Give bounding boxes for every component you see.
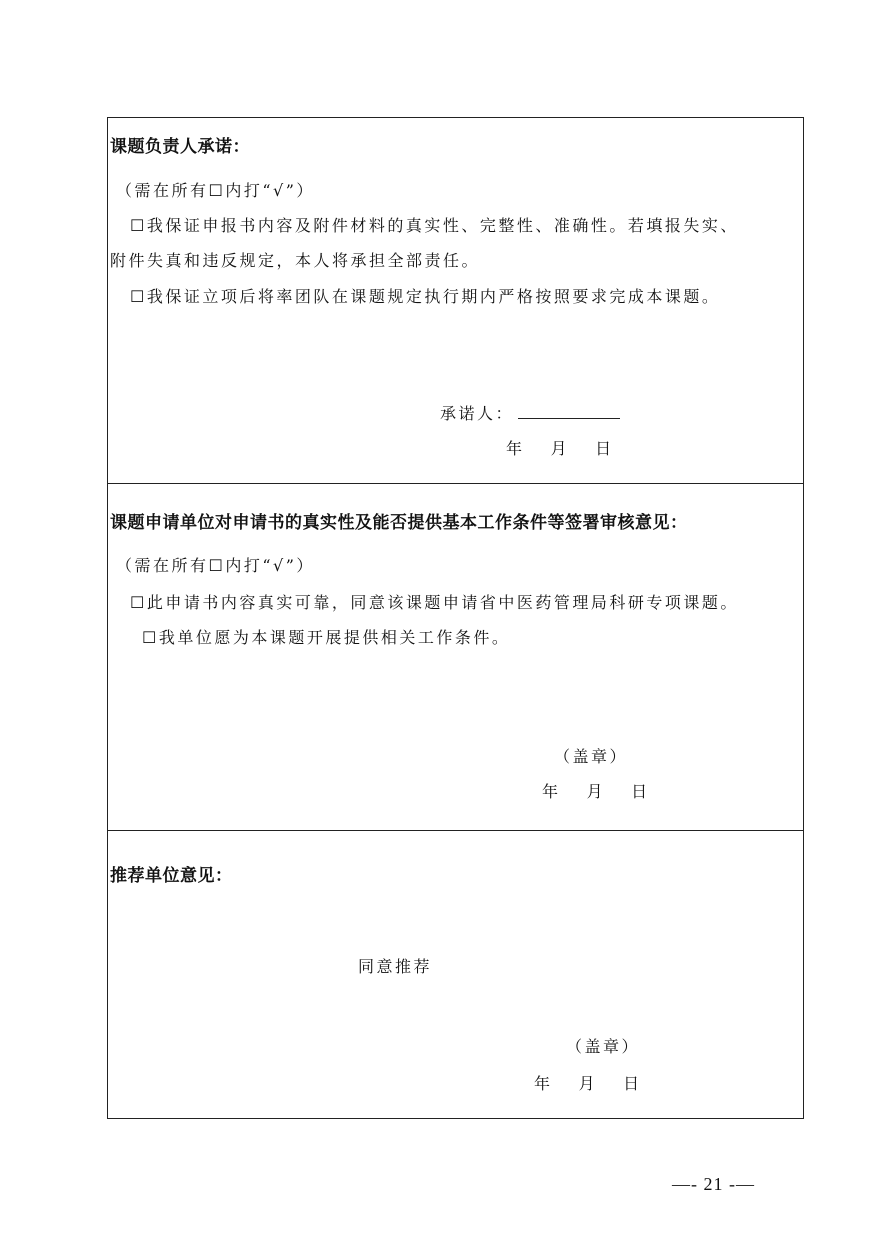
applicant-unit-date: 年 月 日	[542, 782, 650, 801]
pi-commitment-instruction: （需在所有☐内打“√”）	[116, 181, 315, 200]
applicant-unit-seal: （盖章）	[554, 747, 629, 766]
applicant-unit-item-1: ☐此申请书内容真实可靠，同意该课题申请省中医药管理局科研专项课题。	[130, 593, 739, 612]
recommending-unit-title: 推荐单位意见：	[110, 866, 233, 886]
pi-commitment-date: 年 月 日	[506, 439, 614, 458]
pi-commitment-item-1-line-2: 附件失真和违反规定，本人将承担全部责任。	[110, 251, 481, 270]
approval-form-table	[107, 117, 804, 1119]
recommending-unit-date: 年 月 日	[534, 1074, 642, 1093]
applicant-unit-instruction: （需在所有☐内打“√”）	[116, 556, 315, 575]
pi-commitment-item-1-line-1: ☐我保证申报书内容及附件材料的真实性、完整性、准确性。若填报失实、	[130, 216, 739, 235]
pi-commitment-section	[108, 118, 803, 484]
pi-signature-line	[440, 401, 620, 424]
recommending-unit-seal: （盖章）	[566, 1037, 641, 1056]
pi-commitment-item-2: ☐我保证立项后将率团队在课题规定执行期内严格按照要求完成本课题。	[130, 287, 721, 306]
recommending-unit-opinion: 同意推荐	[358, 957, 433, 976]
pi-signer-label: 承诺人：	[440, 404, 515, 423]
recommending-unit-section	[108, 831, 803, 1118]
applicant-unit-item-2: ☐我单位愿为本课题开展提供相关工作条件。	[142, 628, 511, 647]
pi-signature-field[interactable]	[518, 402, 620, 419]
pi-commitment-title: 课题负责人承诺：	[110, 137, 250, 157]
applicant-unit-review-title: 课题申请单位对申请书的真实性及能否提供基本工作条件等签署审核意见：	[110, 513, 688, 533]
page-number: —- 21 -—	[672, 1174, 755, 1194]
applicant-unit-review-section	[108, 484, 803, 831]
